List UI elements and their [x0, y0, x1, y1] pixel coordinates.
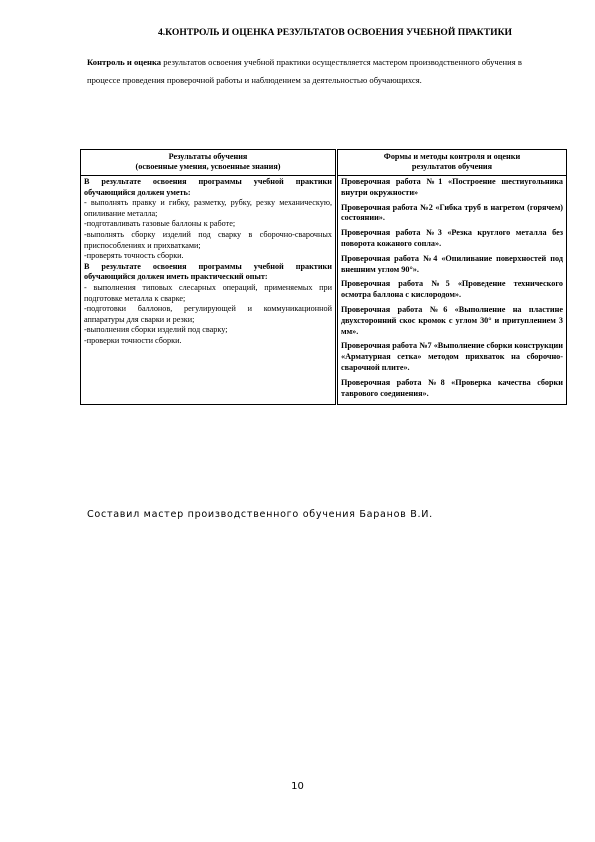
page-number: 10	[291, 781, 304, 792]
test-work-item: Проверочная работа №1 «Построение шестиугольника внутри окружности»	[341, 177, 563, 197]
page-title: 4.КОНТРОЛЬ И ОЦЕНКА РЕЗУЛЬТАТОВ ОСВОЕНИЯ УЧЕБНОЙ ПРАКТИКИ	[157, 27, 512, 38]
header-right	[337, 150, 567, 176]
intro-bold-lead: Контроль и оценка	[87, 57, 162, 67]
test-work-item: Проверочная работа №3 «Резка круглого металла без поворота кожаного сопла».	[341, 228, 563, 248]
outcome-item: -выполнять сборку изделий под сварку в сборочно-сварочных приспособлениях и прихватками;	[84, 229, 332, 250]
table-header-row	[81, 150, 567, 176]
test-work-item: Проверочная работа №6 «Выполнение на пластине двухсторонний скос кромок с углом 30° и притуплением 3 мм».	[341, 304, 563, 336]
outcome-item: -проверять точность сборки.	[84, 251, 184, 261]
intro-text: результатов освоения учебной практики осуществляется мастером производственного обучения в процессе проведения проверочной работы и наблюдением за деятельностью обучающихся.	[87, 57, 522, 85]
test-work-item: Проверочная работа №4 «Опиливание поверхностей под внешним углом 90°».	[341, 253, 563, 274]
learning-outcomes-cell	[81, 176, 337, 405]
header-left	[81, 150, 337, 176]
control-methods-cell	[337, 176, 567, 405]
test-work-item: Проверочная работа №5 «Проведение технического осмотра баллона с кислородом».	[341, 279, 563, 300]
header-right-subtitle: результатов обучения	[411, 162, 493, 171]
table-body-row	[81, 176, 567, 405]
outcome-item: -выполнения сборки изделий под сварку;	[84, 325, 228, 335]
outcome-item: -подготовки баллонов, регулирующей и коммуникационной аппаратуры для сварки и резки;	[84, 304, 332, 324]
outcome-item: -подготавливать газовые баллоны к работе;	[84, 219, 236, 229]
outcome-item: - выполнять правку и гибку, разметку, рубку, резку механическую, опиливание металла;	[84, 198, 332, 218]
header-left-subtitle: (освоенные умения, усвоенные знания)	[135, 162, 281, 171]
header-right-title: Формы и методы контроля и оценки	[383, 152, 521, 161]
outcome-item: -проверки точности сборки.	[84, 335, 182, 345]
outcome-item: В результате освоения программы учебной практики обучающийся должен иметь практический опыт:	[84, 261, 332, 282]
results-table	[80, 149, 567, 405]
header-left-title: Результаты обучения	[168, 152, 248, 161]
outcome-item: В результате освоения программы учебной практики обучающийся должен уметь:	[84, 177, 332, 197]
test-work-item: Проверочная работа №7 «Выполнение сборки конструкции «Арматурная сетка» методом прихваток на сборочно-сварочной плите».	[341, 341, 563, 372]
signature-line: Составил мастер производственного обучения Баранов В.И.	[87, 509, 433, 520]
intro-paragraph	[87, 54, 527, 89]
test-work-item: Проверочная работа №2 «Гибка труб в нагретом (горячем) состоянии».	[341, 202, 563, 223]
outcome-item: - выполнения типовых слесарных операций, применяемых при подготовке металла к сварке;	[84, 282, 332, 303]
test-work-item: Проверочная работа №8 «Проверка качества сборки таврового соединения».	[341, 377, 563, 398]
